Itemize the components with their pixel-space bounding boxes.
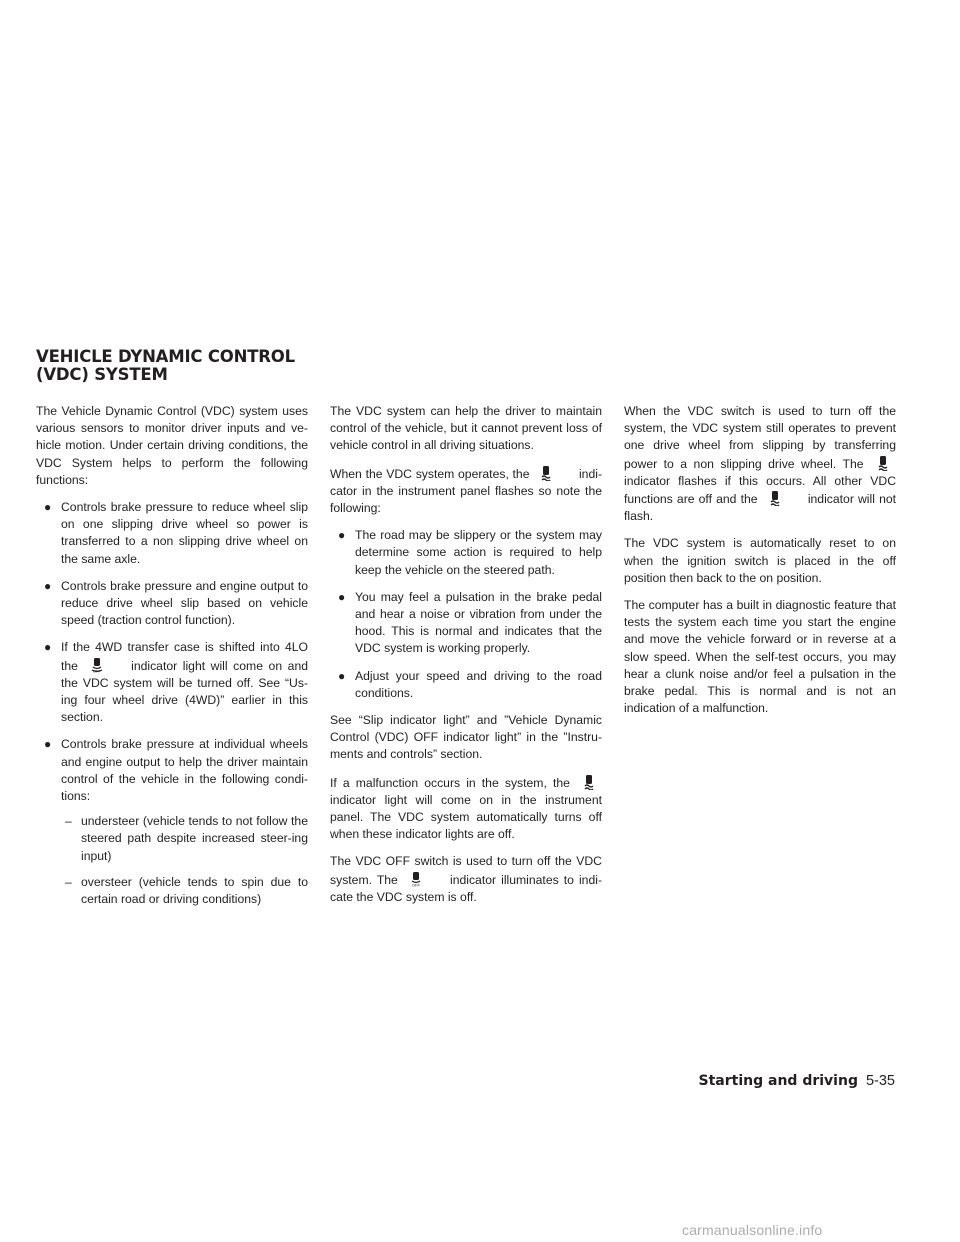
function-list [36, 499, 308, 908]
dash-icon: – [65, 874, 72, 889]
list-item-text: indicator light will come on and the VDC system will be turned off. See “Us-ing four wheel drive (4WD)” earlier in this section. [61, 658, 308, 725]
page-footer [699, 1071, 895, 1090]
paragraph: The VDC system can help the driver to maintain control of the vehicle, but it cannot prevent loss of vehicle control in all driving situations. [330, 404, 602, 453]
section-title: VEHICLE DYNAMIC CONTROL (VDC) SYSTEM [36, 347, 295, 384]
list-item [61, 874, 308, 908]
paragraph: The VDC system is automatically reset to on when the ignition switch is placed in the off position then back to the on position. [624, 536, 896, 585]
list-item-text: The road may be slippery or the system may determine some action is required to help keep the vehicle on the steered path. [355, 528, 602, 577]
paragraph-text: indi-cator in the instrument panel flashes so note the following: [330, 466, 602, 516]
condition-list [61, 813, 308, 908]
list-item-text: oversteer (vehicle tends to spin due to certain road or driving conditions) [81, 874, 308, 907]
list-item [330, 589, 602, 658]
paragraph [330, 465, 602, 518]
page-number: 5-35 [865, 1073, 895, 1089]
intro-paragraph: The Vehicle Dynamic Control (VDC) system uses various sensors to monitor driver inputs and ve-hicle motion. Under certain driving conditions, the VDC System helps to perform the following functions: [36, 404, 308, 487]
paragraph-text: indicator light will come on in the instrument panel. The VDC system automatically turns off when these indicator lights are off. [330, 792, 602, 842]
slip-indicator-icon [535, 465, 573, 481]
column-3 [624, 403, 896, 727]
list-item-text: Controls brake pressure to reduce wheel slip on one slipping drive wheel so power is transferred to a non slipping drive wheel on the same axle. [61, 500, 308, 566]
slip-indicator-icon [764, 490, 802, 506]
list-item-text: If the 4WD transfer case is shifted into 4LO the [61, 640, 308, 673]
paragraph-text: indicator illuminates to indi-cate the VDC system is off. [330, 872, 603, 904]
list-item [61, 813, 308, 865]
paragraph-text: If a malfunction occurs in the system, the [330, 775, 570, 790]
footer-section-name: Starting and driving [698, 1073, 858, 1089]
list-item-text: Adjust your speed and driving to the road conditions. [355, 668, 602, 700]
paragraph-text: The VDC OFF switch is used to turn off the VDC system. The [330, 854, 602, 887]
list-item [330, 668, 602, 702]
paragraph: See “Slip indicator light” and ”Vehicle Dynamic Control (VDC) OFF indicator light” in the ”Instru-ments and controls” section. [330, 713, 602, 762]
slip-indicator-icon [578, 774, 600, 790]
paragraph-text: indicator flashes if this occurs. All other VDC functions are off and the [624, 473, 896, 507]
list-item [36, 639, 308, 726]
column-1 [36, 403, 308, 918]
list-item-text: You may feel a pulsation in the brake pedal and hear a noise or vibration from under the hood. This is normal and indicates that the VDC system is working properly. [355, 589, 602, 656]
paragraph [330, 853, 602, 906]
watermark: carmanualsonline.info [682, 1222, 823, 1238]
paragraph [624, 403, 896, 525]
list-item [36, 736, 308, 908]
vdc-off-indicator-icon [405, 871, 443, 887]
list-item-text: understeer (vehicle tends to not follow the steered path despite increased steer-ing input) [81, 814, 308, 863]
svg-text:OFF: OFF [411, 882, 420, 887]
list-item-text: Controls brake pressure and engine output to reduce drive wheel slip based on vehicle speed (traction control function). [61, 578, 308, 628]
paragraph: The computer has a built in diagnostic feature that tests the system each time you start the engine and move the vehicle forward or in reverse at a slow speed. When the self-test occurs, you may hear a clunk noise and/or feel a pulsation in the brake pedal. This is normal and is not an indication of a malfunction. [624, 598, 896, 716]
slip-indicator-icon [86, 657, 124, 673]
list-item-text: Controls brake pressure at individual wheels and engine output to help the driver maintain control of the vehicle in the following condi-tions: [61, 737, 308, 804]
bullet-icon: ● [44, 640, 52, 655]
list-item [36, 499, 308, 568]
paragraph-text: When the VDC system operates, the [330, 466, 530, 481]
bullet-icon: ● [44, 500, 52, 515]
list-item [36, 578, 308, 630]
bullet-icon: ● [338, 668, 346, 683]
dash-icon: – [65, 814, 72, 829]
paragraph-text: When the VDC switch is used to turn off the system, the VDC system still operates to prevent one drive wheel from slipping by transferring power to a non slipping drive wheel. The [624, 404, 896, 471]
paragraph [330, 774, 602, 844]
slip-indicator-icon [872, 455, 894, 471]
paragraph-text: indicator will not flash. [624, 492, 897, 524]
svg-text:OFF: OFF [92, 668, 101, 673]
list-item [330, 527, 602, 579]
note-list [330, 527, 602, 702]
bullet-icon: ● [44, 578, 52, 593]
column-2 [330, 403, 602, 916]
bullet-icon: ● [338, 589, 346, 604]
bullet-icon: ● [44, 737, 52, 752]
bullet-icon: ● [338, 528, 346, 543]
